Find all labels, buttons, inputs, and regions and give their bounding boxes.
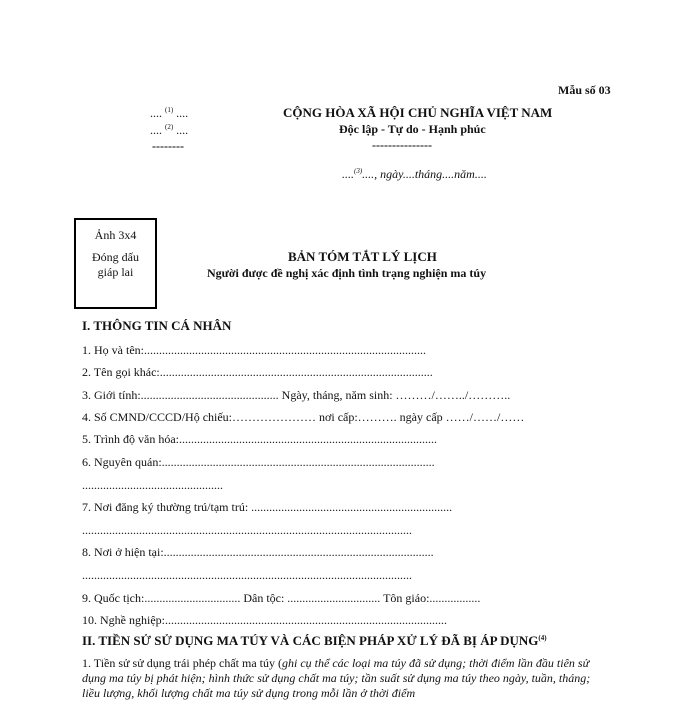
nation-motto: Độc lập - Tự do - Hạnh phúc — [339, 122, 486, 136]
agency-dash: -------- — [152, 139, 184, 153]
section-2-heading — [82, 633, 547, 649]
doc-title: BẢN TÓM TẮT LÝ LỊCH — [288, 249, 437, 264]
nation-title: CỘNG HÒA XÃ HỘI CHỦ NGHĨA VIỆT NAM — [283, 105, 553, 120]
agency-line-2-note: (2) — [165, 123, 174, 131]
field-residence: 7. Nơi đăng ký thường trú/tạm trú: ................................................................... — [82, 500, 453, 514]
date-prefix: .... — [342, 167, 354, 181]
date-note: (3) — [354, 167, 363, 175]
field-education: 5. Trình độ văn hóa:...................................................................................... — [82, 432, 438, 446]
section-2-note: (4) — [538, 634, 547, 642]
agency-line-2-tail: .... — [176, 123, 189, 137]
field-residence-continued: .............................................................................................................. — [82, 523, 412, 537]
field-current-address-continued: .............................................................................................................. — [82, 568, 412, 582]
field-occupation: 10. Nghề nghiệp:.............................................................................................. — [82, 613, 447, 627]
photo-box-seal: giáp lai — [97, 265, 134, 279]
photo-box-stamp: Đóng dấu — [92, 250, 139, 264]
date-rest: ...., ngày....tháng....năm.... — [362, 167, 487, 181]
field-nationality-ethnicity-religion: 9. Quốc tịch:................................ Dân tộc: ............................... Tôn giáo:................. — [82, 591, 481, 605]
field-current-address: 8. Nơi ở hiện tại:.......................................................................................... — [82, 545, 434, 559]
field-full-name: 1. Họ và tên:.............................................................................................. — [82, 343, 426, 357]
agency-line-1 — [150, 106, 188, 121]
drug-history-paragraph — [82, 656, 602, 701]
field-hometown: 6. Nguyên quán:........................................................................................... — [82, 455, 435, 469]
doc-subtitle: Người được đề nghị xác định tình trạng nghiện ma túy — [207, 266, 487, 280]
photo-box — [74, 218, 157, 309]
field-hometown-continued: ............................................... — [82, 478, 223, 492]
form-number: Mẫu số 03 — [558, 83, 611, 97]
agency-line-1-tail: .... — [176, 106, 189, 120]
agency-line-1-dots: .... — [150, 106, 162, 120]
nation-dash: --------------- — [372, 138, 432, 152]
date-line — [342, 167, 487, 182]
field-id-document: 4. Số CMND/CCCD/Hộ chiếu:………………… nơi cấp:………. ngày cấp ……/……/…… — [82, 410, 525, 424]
section-2-heading-text: II. TIỀN SỬ SỬ DỤNG MA TÚY VÀ CÁC BIỆN PHÁP XỬ LÝ ĐÃ BỊ ÁP DỤNG — [82, 633, 539, 648]
field-gender-dob: 3. Giới tính:.............................................. Ngày, tháng, năm sinh: ………/……../……….. — [82, 388, 511, 402]
drug-history-lead: 1. Tiền sử sử dụng trái phép chất ma túy ( — [82, 656, 282, 670]
section-1-heading: I. THÔNG TIN CÁ NHÂN — [82, 318, 232, 333]
agency-line-2-dots: .... — [150, 123, 162, 137]
drug-history-instructions: ghi cụ thể các loại ma túy đã sử dụng; thời điểm lần đầu tiên sử dụng ma túy bị phát hiện; hình thức sử dụng chất ma túy; tần suất sử dụng ma túy theo ngày, tuần, tháng; liều lượng, khối lượng chất ma túy sử dụng trong mỗi lần ở thời điểm — [82, 656, 591, 700]
photo-box-size: Ảnh 3x4 — [94, 228, 137, 242]
field-alias: 2. Tên gọi khác:........................................................................................... — [82, 365, 433, 379]
agency-line-2 — [150, 123, 188, 138]
agency-line-1-note: (1) — [165, 106, 174, 114]
